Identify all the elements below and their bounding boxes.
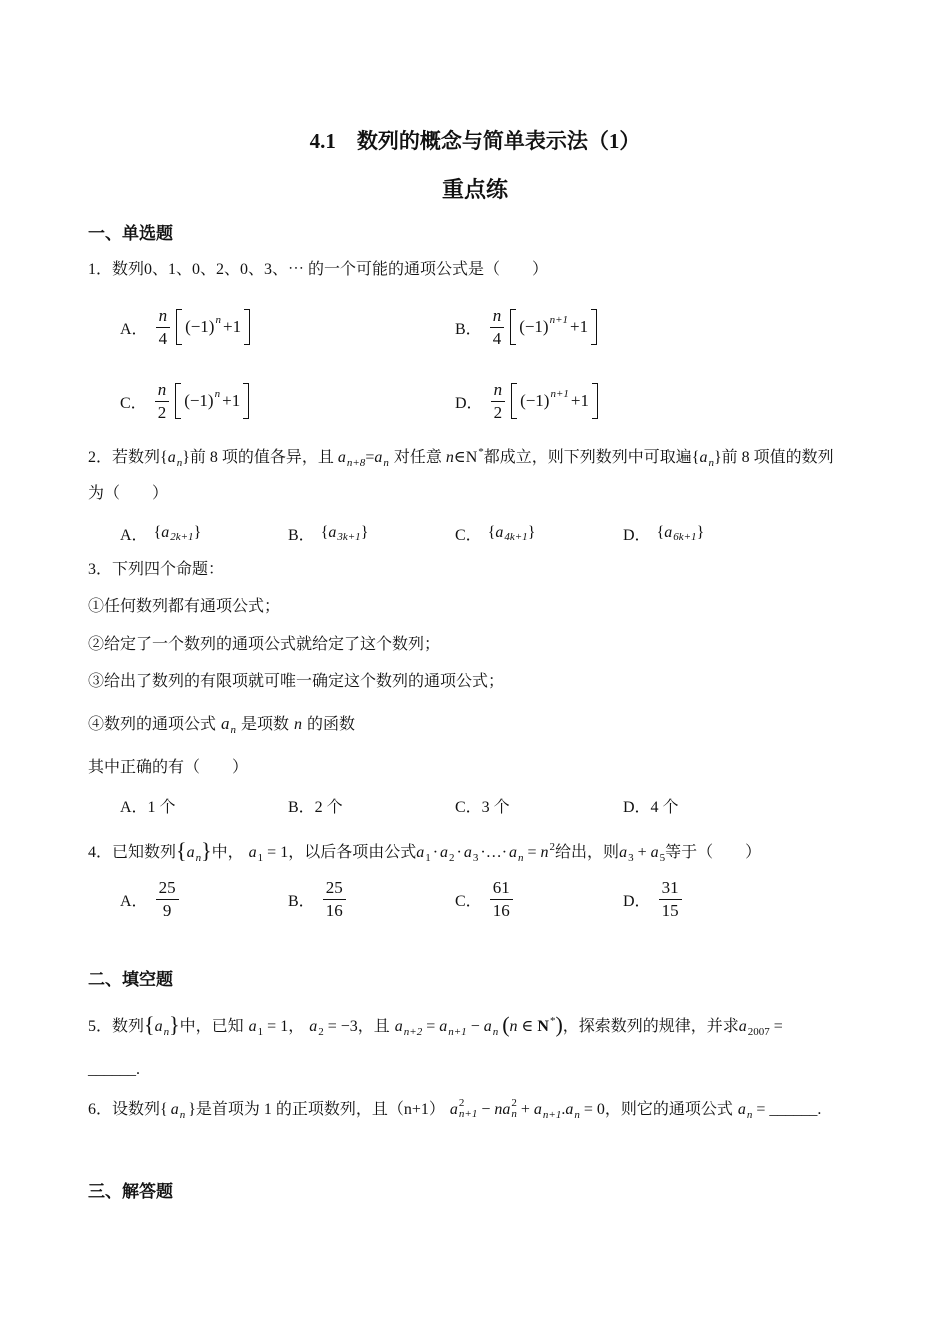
- question-6-stem: [88, 1099, 821, 1121]
- exponent: n+1: [550, 388, 569, 400]
- option-label: C．: [120, 394, 147, 412]
- page-subtitle: 重点练: [441, 177, 508, 202]
- variable: a: [440, 844, 449, 861]
- equals-sign: =: [267, 1018, 277, 1035]
- variable: a: [533, 1101, 542, 1118]
- question-4-option-b: [288, 876, 348, 922]
- right-bracket: [591, 309, 597, 345]
- question-4-stem: [88, 838, 762, 864]
- plus-one: +1: [570, 391, 590, 410]
- element-of-sign: ∈: [521, 1018, 534, 1035]
- variable: a: [167, 449, 176, 466]
- subscript: n: [176, 457, 183, 469]
- variable: a: [463, 844, 472, 861]
- fraction: [156, 878, 179, 921]
- text: 都成立，则下列数列中可取遍{: [483, 449, 700, 466]
- question-5-answer-blank: ______.: [88, 1061, 140, 1078]
- right-bracket: [243, 383, 249, 419]
- subscript: 6k+1: [673, 531, 697, 543]
- answer-blank: ______.: [769, 1101, 822, 1118]
- equals-sign: =: [527, 844, 537, 861]
- text: ，且: [357, 1018, 390, 1035]
- superscript: *: [478, 446, 484, 458]
- proposition-1: ①任何数列都有通项公式；: [88, 598, 281, 615]
- fraction-numerator: 31: [659, 878, 682, 900]
- sup-sub-stack: [459, 1098, 477, 1120]
- sup-sub-stack: [511, 1098, 517, 1120]
- text: 4．已知数列: [88, 844, 177, 861]
- dot-operator: ·: [456, 844, 462, 861]
- open-paren: (: [502, 1012, 510, 1037]
- variable: a: [565, 1101, 574, 1118]
- superscript: *: [549, 1015, 556, 1027]
- subscript: n: [708, 457, 714, 469]
- left-bracket: [175, 383, 181, 419]
- option-label: B．: [455, 320, 482, 338]
- fraction-denominator: 2: [493, 402, 503, 422]
- text: 2．若数列{: [88, 449, 168, 466]
- subscript: 2k+1: [170, 531, 194, 543]
- fraction-numerator: n: [491, 380, 506, 402]
- option-label: B．: [288, 892, 315, 910]
- equals-sign: =: [365, 449, 375, 466]
- close-brace: }: [201, 838, 212, 863]
- equals-sign: =: [327, 1018, 337, 1035]
- question-3-option-b: B．2 个: [288, 798, 343, 816]
- subscript: n: [163, 1026, 170, 1038]
- option-label: D．: [623, 526, 651, 544]
- text: ，探索数列的规律，并求: [562, 1018, 739, 1035]
- question-3-option-c: C．3 个: [455, 798, 510, 816]
- option-label: C．: [455, 526, 482, 544]
- power-base: (−1): [184, 391, 214, 410]
- variable: a: [154, 1018, 163, 1035]
- open-brace: {: [487, 524, 496, 541]
- variable: a: [449, 1101, 458, 1118]
- variable: n: [294, 716, 303, 733]
- subscript: n+1: [458, 1108, 478, 1121]
- equals-sign: =: [426, 1018, 436, 1035]
- variable: a: [309, 1018, 318, 1035]
- proposition-4: [88, 713, 355, 735]
- subscript: 3k+1: [337, 531, 361, 543]
- text: ，则它的通项公式: [604, 1101, 733, 1118]
- close-brace: }: [193, 524, 202, 541]
- fraction: [323, 878, 346, 921]
- variable: a: [221, 714, 230, 733]
- fraction-numerator: n: [155, 380, 170, 402]
- question-3-prompt: 其中正确的有（ ）: [88, 759, 249, 776]
- exponent: n: [214, 388, 221, 400]
- question-2-option-a: [120, 522, 201, 544]
- subscript: n+2: [403, 1026, 423, 1038]
- fraction: [490, 878, 513, 921]
- text: 是项数: [241, 716, 290, 733]
- text: 中，已知: [179, 1018, 244, 1035]
- subscript: 1: [257, 1026, 264, 1038]
- variable: a: [186, 844, 195, 861]
- open-brace: {: [144, 1012, 155, 1037]
- fraction: [490, 306, 505, 349]
- text: 给出，则: [555, 844, 620, 861]
- superscript: 2: [549, 841, 556, 853]
- subscript: n: [492, 1026, 499, 1038]
- dot: .: [561, 1101, 566, 1118]
- question-1-option-d: [455, 379, 598, 423]
- open-brace: {: [153, 524, 162, 541]
- equals-sign: =: [267, 844, 277, 861]
- variable: a: [509, 844, 518, 861]
- proposition-3: ③给出了数列的有限项就可唯一确定这个数列的通项公式；: [88, 673, 505, 690]
- superscript: 2: [458, 1097, 465, 1110]
- question-1-option-a: [120, 305, 250, 349]
- exponent: n: [215, 314, 221, 326]
- number: −3: [340, 1018, 358, 1035]
- variable: a: [650, 844, 659, 861]
- variable: n: [445, 449, 454, 466]
- variable: a: [416, 844, 425, 861]
- fraction-numerator: n: [490, 306, 505, 328]
- number: 1: [280, 844, 289, 861]
- text: 6．设数列{: [88, 1101, 168, 1118]
- subscript: n: [746, 1109, 753, 1121]
- proposition-2: ②给定了一个数列的通项公式就给定了这个数列；: [88, 636, 441, 653]
- text: 对任意: [393, 449, 446, 466]
- question-2-option-b: [288, 522, 368, 544]
- question-2-option-d: [623, 522, 704, 544]
- text: 等于（ ）: [665, 844, 762, 861]
- text: 5．数列: [88, 1018, 145, 1035]
- text: ④数列的通项公式: [88, 716, 217, 733]
- open-brace: {: [320, 524, 329, 541]
- question-4-option-a: [120, 876, 181, 922]
- power-base: (−1): [520, 391, 550, 410]
- plus-one: +1: [570, 317, 589, 336]
- number: 0: [596, 1101, 605, 1118]
- number: 1: [280, 1018, 289, 1035]
- right-bracket: [592, 383, 598, 419]
- text: }是首项为 1 的正项数列，且（n+1）: [188, 1101, 445, 1118]
- equals-sign: =: [583, 1101, 593, 1118]
- variable: a: [502, 1101, 511, 1118]
- subscript: 1: [425, 852, 431, 864]
- question-2-option-c: [455, 522, 535, 544]
- question-2-stem-line-1: [88, 447, 834, 469]
- variable: a: [439, 1018, 448, 1035]
- exponent: n+1: [549, 314, 569, 326]
- text: }前 8 项值的数列: [713, 449, 834, 466]
- fraction-numerator: 25: [323, 878, 346, 900]
- option-label: D．: [623, 892, 651, 910]
- text: }前 8 项的值各异，且: [182, 449, 338, 466]
- plus-sign: +: [637, 844, 647, 861]
- subscript: 3: [628, 852, 634, 864]
- section-heading-single-choice: 一、单选题: [88, 224, 173, 243]
- option-label: B．: [288, 526, 315, 544]
- question-2-stem-line-2: 为（ ）: [88, 485, 169, 502]
- question-3-option-d: D．4 个: [623, 798, 679, 816]
- fraction-denominator: 4: [158, 328, 168, 348]
- equals-sign: =: [756, 1101, 766, 1118]
- subscript: n+1: [448, 1026, 467, 1038]
- fraction-numerator: 25: [156, 878, 179, 900]
- subscript: n: [195, 852, 202, 864]
- close-brace: }: [360, 524, 369, 541]
- option-label: C．: [455, 892, 482, 910]
- variable: a: [170, 1101, 179, 1118]
- variable: a: [495, 524, 504, 541]
- text: ，: [288, 1018, 305, 1035]
- fraction-denominator: 9: [162, 900, 172, 920]
- fraction-denominator: 2: [157, 402, 167, 422]
- variable: a: [248, 1018, 257, 1035]
- section-heading-fill-blank: 二、填空题: [88, 970, 173, 989]
- minus-sign: −: [470, 1018, 480, 1035]
- fraction-numerator: n: [156, 306, 171, 328]
- variable: a: [619, 844, 628, 861]
- power-base: (−1): [519, 317, 549, 336]
- subscript: 2: [318, 1026, 324, 1038]
- variable: a: [248, 844, 257, 861]
- question-1-option-c: [120, 379, 249, 423]
- open-brace: {: [176, 838, 187, 863]
- superscript: 2: [511, 1097, 517, 1110]
- fraction-denominator: 16: [492, 900, 510, 920]
- option-label: A．: [120, 892, 148, 910]
- variable: a: [483, 1018, 492, 1035]
- subscript: 1: [257, 852, 264, 864]
- ellipsis-operator: ·…·: [480, 844, 508, 861]
- subscript: 5: [659, 852, 666, 864]
- variable: a: [337, 449, 346, 466]
- text: 中，: [211, 844, 244, 861]
- question-1-stem: 1．数列0、1、0、2、0、3、⋯ 的一个可能的通项公式是（ ）: [88, 261, 549, 278]
- plus-one: +1: [222, 317, 242, 336]
- close-brace: }: [169, 1012, 180, 1037]
- plus-one: +1: [222, 391, 241, 410]
- subscript: n: [574, 1109, 580, 1121]
- set-symbol: ∈N: [453, 449, 478, 466]
- equals-sign: =: [773, 1018, 783, 1035]
- variable: a: [374, 449, 383, 466]
- subscript: n: [518, 852, 524, 864]
- subscript: n: [179, 1109, 186, 1121]
- subscript: 2007: [747, 1026, 770, 1038]
- left-bracket: [176, 309, 182, 345]
- subscript: 3: [472, 852, 479, 864]
- subscript: n: [230, 724, 237, 736]
- section-heading-solution: 三、解答题: [88, 1182, 173, 1201]
- fraction: [156, 306, 171, 349]
- page-title: 4.1 数列的概念与简单表示法（1）: [309, 129, 641, 153]
- text: ，以后各项由公式: [288, 844, 417, 861]
- question-3-stem: 3．下列四个命题：: [88, 561, 225, 578]
- subscript: n+1: [542, 1109, 562, 1121]
- question-3-option-a: A．1 个: [120, 798, 176, 816]
- minus-sign: −: [481, 1101, 491, 1118]
- variable: n: [540, 844, 549, 861]
- subscript: n: [383, 457, 389, 469]
- subscript: 4k+1: [504, 531, 528, 543]
- close-brace: }: [527, 524, 536, 541]
- variable: a: [161, 524, 170, 541]
- option-label: D．: [455, 394, 483, 412]
- close-brace: }: [696, 524, 705, 541]
- fraction: [659, 878, 682, 921]
- variable: n: [509, 1018, 518, 1035]
- fraction-denominator: 15: [661, 900, 679, 920]
- variable: a: [737, 1101, 746, 1118]
- question-5-stem: [88, 1012, 787, 1038]
- subscript: n+8: [346, 457, 366, 469]
- right-bracket: [244, 309, 250, 345]
- variable: a: [664, 524, 673, 541]
- naturals-symbol: N: [537, 1018, 549, 1035]
- text: 的函数: [307, 716, 356, 733]
- close-paren: ): [555, 1012, 563, 1037]
- power-base: (−1): [185, 317, 215, 336]
- left-bracket: [511, 383, 517, 419]
- question-4-option-d: [623, 876, 684, 922]
- fraction: [491, 380, 506, 423]
- question-1-option-b: [455, 305, 597, 349]
- question-4-option-c: [455, 876, 515, 922]
- open-brace: {: [656, 524, 665, 541]
- variable: a: [394, 1018, 403, 1035]
- variable: a: [699, 449, 708, 466]
- fraction-denominator: 16: [325, 900, 343, 920]
- plus-sign: +: [520, 1101, 530, 1118]
- fraction-denominator: 4: [492, 328, 502, 348]
- fraction: [155, 380, 170, 423]
- variable: a: [738, 1018, 747, 1035]
- option-label: A．: [120, 526, 148, 544]
- subscript: 2: [449, 852, 455, 864]
- option-label: A．: [120, 320, 148, 338]
- variable: n: [494, 1101, 503, 1118]
- variable: a: [328, 524, 337, 541]
- dot-operator: ·: [432, 844, 439, 861]
- fraction-numerator: 61: [490, 878, 513, 900]
- left-bracket: [510, 309, 516, 345]
- subscript: n: [511, 1108, 517, 1121]
